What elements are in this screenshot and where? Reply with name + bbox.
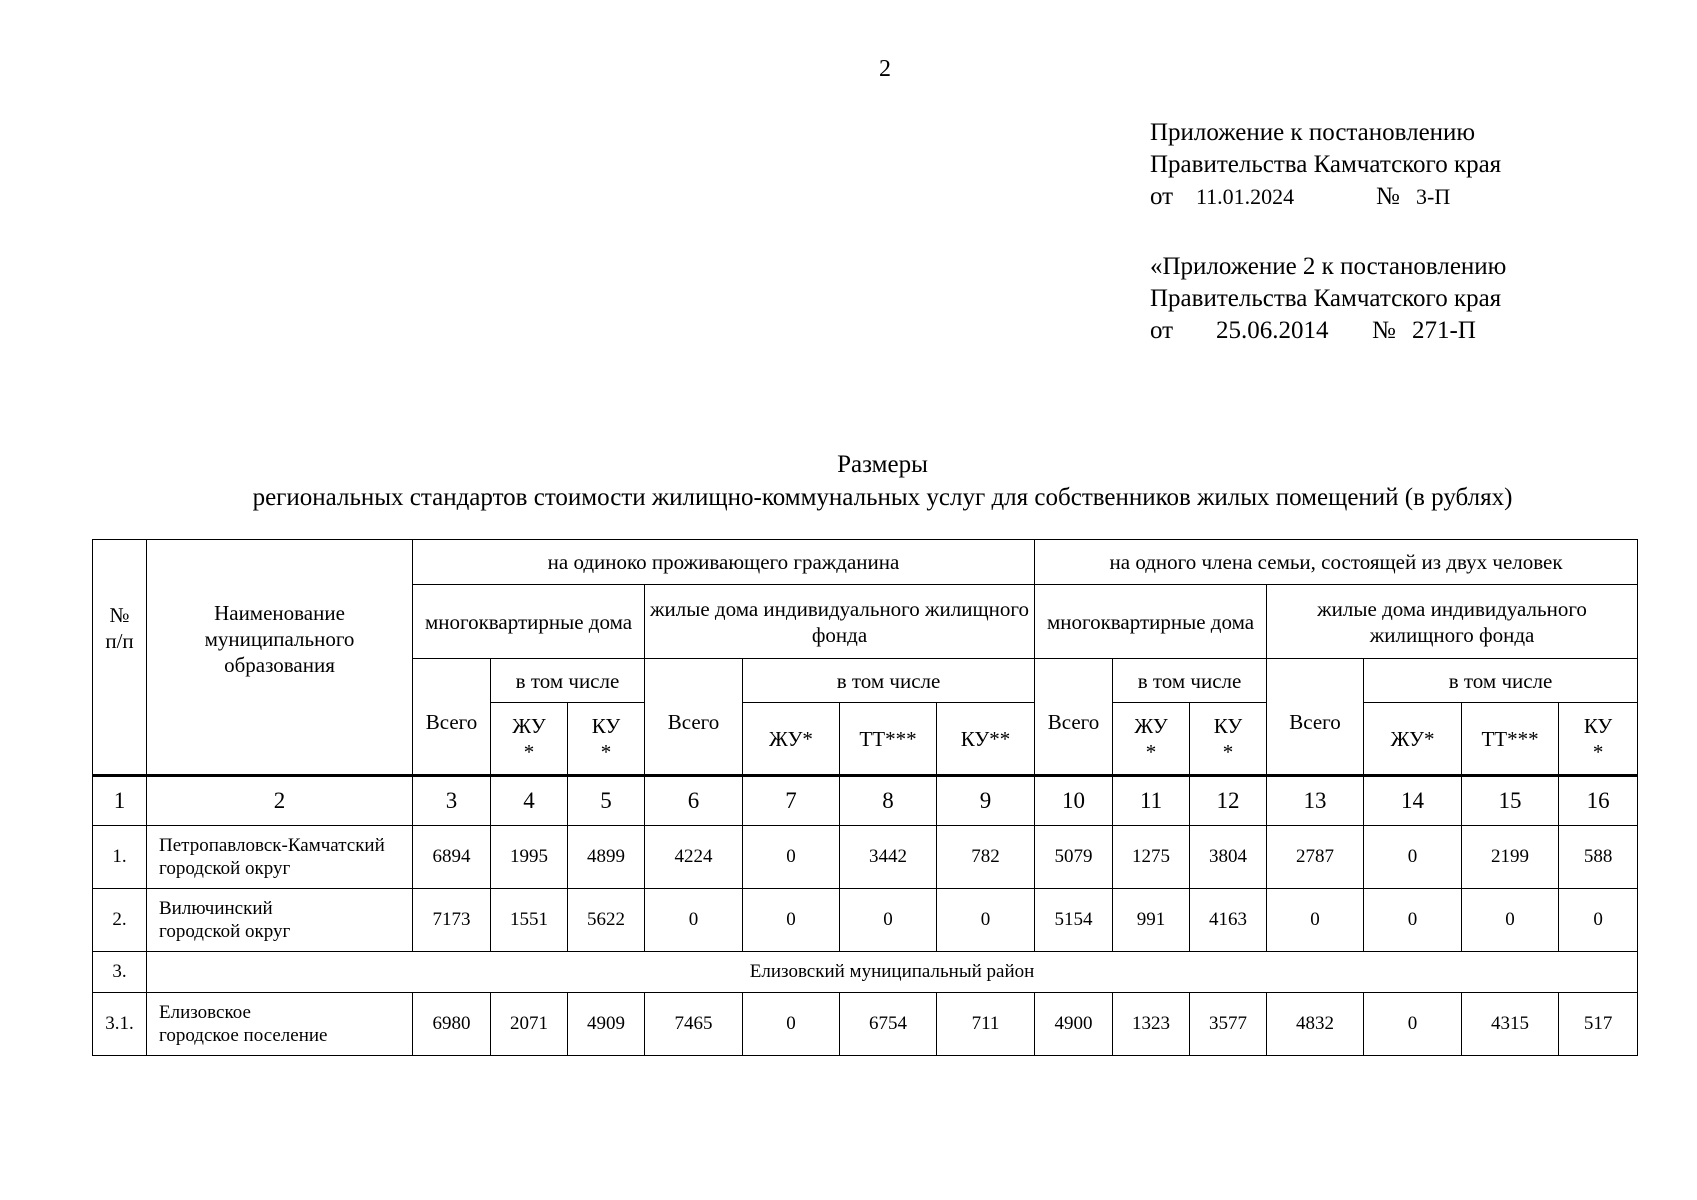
value-cell: 5154 — [1035, 889, 1113, 952]
column-number: 3 — [413, 776, 491, 826]
column-number: 15 — [1462, 776, 1559, 826]
header-apartments: многоквартирные дома — [1035, 585, 1267, 659]
value-cell: 2199 — [1462, 826, 1559, 889]
value-cell: 0 — [937, 889, 1035, 952]
appendix-line-2: Правительства Камчатского края — [1150, 285, 1502, 312]
value-cell: 4909 — [568, 993, 645, 1056]
column-number: 6 — [645, 776, 743, 826]
value-cell: 1995 — [491, 826, 568, 889]
value-cell: 3577 — [1190, 993, 1267, 1056]
municipality-name: Вилючинский городской округ — [147, 889, 413, 952]
appendix-date-line — [1150, 181, 1501, 213]
column-number: 8 — [840, 776, 937, 826]
header-row-1 — [93, 540, 1638, 585]
table-row — [93, 993, 1638, 1056]
header-zhu: ЖУ* — [1364, 703, 1462, 776]
number-sign: № — [1372, 317, 1396, 344]
header-total: Всего — [1035, 659, 1113, 776]
value-cell: 7465 — [645, 993, 743, 1056]
value-cell: 2071 — [491, 993, 568, 1056]
page-number: 2 — [879, 56, 891, 82]
value-cell: 5079 — [1035, 826, 1113, 889]
title-line-1: Размеры — [837, 451, 928, 478]
value-cell: 711 — [937, 993, 1035, 1056]
header-individual: жилые дома индивидуального жилищного фонда — [1267, 585, 1638, 659]
number-sign: № — [1376, 183, 1400, 210]
value-cell: 0 — [743, 826, 840, 889]
value-cell: 4224 — [645, 826, 743, 889]
column-number: 4 — [491, 776, 568, 826]
value-cell: 0 — [1364, 889, 1462, 952]
value-cell: 0 — [1462, 889, 1559, 952]
value-cell: 2787 — [1267, 826, 1364, 889]
column-number: 16 — [1559, 776, 1638, 826]
value-cell: 991 — [1113, 889, 1190, 952]
municipality-name: Петропавловск-Камчатский городской округ — [147, 826, 413, 889]
value-cell: 4315 — [1462, 993, 1559, 1056]
header-including: в том числе — [1364, 659, 1638, 703]
header-name: Наименование муниципального образования — [147, 540, 413, 776]
table-row — [93, 826, 1638, 889]
appendix-reference-original — [1150, 251, 1506, 347]
header-single: на одиноко проживающего гражданина — [413, 540, 1035, 585]
row-number: 3. — [93, 952, 147, 993]
appendix-date-line — [1150, 315, 1506, 347]
header-including: в том числе — [491, 659, 645, 703]
header-tt: ТТ*** — [840, 703, 937, 776]
column-numbers-row — [93, 776, 1638, 826]
header-total: Всего — [645, 659, 743, 776]
header-total: Всего — [413, 659, 491, 776]
title-line-2: региональных стандартов стоимости жилищно-коммунальных услуг для собственников жилых помещений (в рублях) — [252, 484, 1513, 511]
value-cell: 1551 — [491, 889, 568, 952]
from-label: от — [1150, 183, 1174, 210]
decree-number: 3-П — [1416, 184, 1451, 209]
value-cell: 0 — [1559, 889, 1638, 952]
decree-number: 271-П — [1412, 317, 1476, 344]
value-cell: 6894 — [413, 826, 491, 889]
header-individual: жилые дома индивидуального жилищного фонда — [645, 585, 1035, 659]
header-including: в том числе — [1113, 659, 1267, 703]
column-number: 10 — [1035, 776, 1113, 826]
value-cell: 0 — [1267, 889, 1364, 952]
column-number: 5 — [568, 776, 645, 826]
value-cell: 5622 — [568, 889, 645, 952]
column-number: 1 — [93, 776, 147, 826]
header-zhu: ЖУ* — [491, 703, 568, 776]
document-title — [160, 448, 1605, 514]
header-apartments: многоквартирные дома — [413, 585, 645, 659]
value-cell: 0 — [743, 993, 840, 1056]
column-number: 7 — [743, 776, 840, 826]
header-num: № п/п — [93, 540, 147, 776]
appendix-line-2: Правительства Камчатского края — [1150, 151, 1502, 178]
value-cell: 4832 — [1267, 993, 1364, 1056]
column-number: 13 — [1267, 776, 1364, 826]
value-cell: 0 — [840, 889, 937, 952]
value-cell: 0 — [1364, 826, 1462, 889]
header-ku: КУ* — [568, 703, 645, 776]
row-number: 3.1. — [93, 993, 147, 1056]
header-family: на одного члена семьи, состоящей из двух человек — [1035, 540, 1638, 585]
value-cell: 1275 — [1113, 826, 1190, 889]
value-cell: 0 — [645, 889, 743, 952]
header-ku: КУ* — [1190, 703, 1267, 776]
header-zhu: ЖУ* — [743, 703, 840, 776]
header-ku: КУ** — [937, 703, 1035, 776]
column-number: 12 — [1190, 776, 1267, 826]
row-number: 2. — [93, 889, 147, 952]
value-cell: 6980 — [413, 993, 491, 1056]
value-cell: 517 — [1559, 993, 1638, 1056]
header-ku: КУ* — [1559, 703, 1638, 776]
value-cell: 7173 — [413, 889, 491, 952]
district-row — [93, 952, 1638, 993]
value-cell: 782 — [937, 826, 1035, 889]
decree-date: 25.06.2014 — [1216, 317, 1329, 344]
header-zhu: ЖУ* — [1113, 703, 1190, 776]
municipality-name: Елизовское городское поселение — [147, 993, 413, 1056]
header-total: Всего — [1267, 659, 1364, 776]
district-name: Елизовский муниципальный район — [147, 952, 1638, 993]
appendix-line-1: «Приложение 2 к постановлению — [1150, 253, 1507, 280]
value-cell: 0 — [1364, 993, 1462, 1056]
value-cell: 4899 — [568, 826, 645, 889]
appendix-reference-current — [1150, 117, 1501, 213]
value-cell: 4900 — [1035, 993, 1113, 1056]
from-label: от — [1150, 317, 1174, 344]
value-cell: 588 — [1559, 826, 1638, 889]
header-tt: ТТ*** — [1462, 703, 1559, 776]
appendix-line-1: Приложение к постановлению — [1150, 119, 1476, 146]
column-number: 11 — [1113, 776, 1190, 826]
table-row — [93, 889, 1638, 952]
column-number: 2 — [147, 776, 413, 826]
value-cell: 1323 — [1113, 993, 1190, 1056]
value-cell: 3804 — [1190, 826, 1267, 889]
rates-table — [92, 539, 1638, 1056]
value-cell: 4163 — [1190, 889, 1267, 952]
decree-date: 11.01.2024 — [1196, 184, 1295, 209]
header-including: в том числе — [743, 659, 1035, 703]
column-number: 9 — [937, 776, 1035, 826]
column-number: 14 — [1364, 776, 1462, 826]
value-cell: 3442 — [840, 826, 937, 889]
value-cell: 6754 — [840, 993, 937, 1056]
value-cell: 0 — [743, 889, 840, 952]
row-number: 1. — [93, 826, 147, 889]
